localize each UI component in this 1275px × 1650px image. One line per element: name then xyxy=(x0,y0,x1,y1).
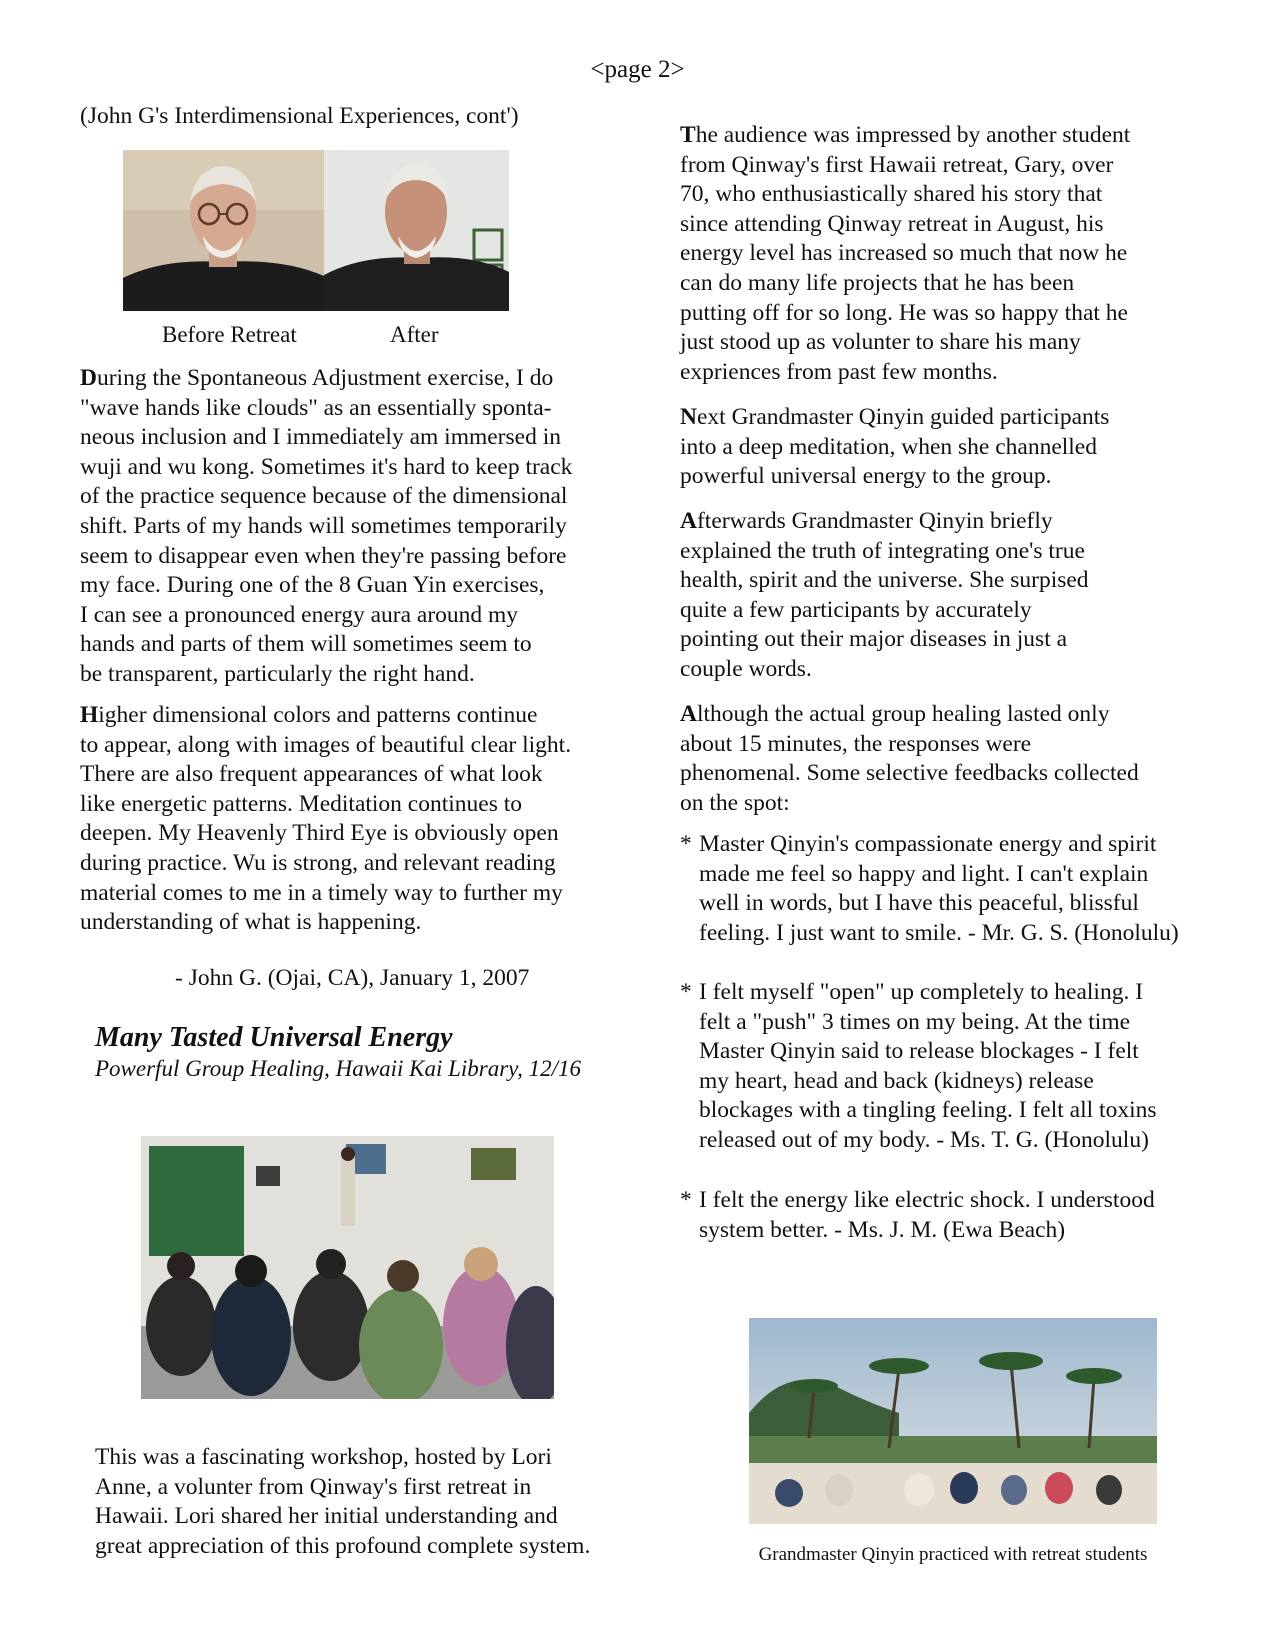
line: well in words, but I have this peaceful, blissful xyxy=(699,890,1139,917)
after-retreat-photo xyxy=(324,150,509,311)
line: just stood up as volunter to share his many xyxy=(680,329,1081,356)
line: I felt the energy like electric shock. I understood xyxy=(699,1187,1155,1213)
line: like energetic patterns. Meditation continues to xyxy=(80,790,523,817)
line: Although the actual group healing lasted only xyxy=(680,701,1110,727)
workshop-paragraph xyxy=(95,1443,655,1561)
line: health, spirit and the universe. She surpised xyxy=(680,567,1089,594)
line: hands and parts of them will sometimes seem to xyxy=(80,631,532,658)
line: my face. During one of the 8 Guan Yin exercises, xyxy=(80,572,545,599)
line: couple words. xyxy=(680,655,812,682)
line: made me feel so happy and light. I can't explain xyxy=(699,860,1149,887)
line: material comes to me in a timely way to further my xyxy=(80,879,563,906)
line: wuji and wu kong. Sometimes it's hard to keep track xyxy=(80,453,573,480)
john-paragraph-1 xyxy=(80,364,640,690)
drop-initial: A xyxy=(680,701,697,727)
page-number: <page 2> xyxy=(590,56,685,83)
gary-paragraph xyxy=(680,121,1240,387)
before-retreat-photo xyxy=(123,150,324,311)
line: expriences from past few months. xyxy=(680,358,998,385)
line: Anne, a volunter from Qinway's first retreat in xyxy=(95,1473,532,1500)
article-title: Many Tasted Universal Energy xyxy=(95,1022,453,1053)
line: Master Qinyin's compassionate energy and spirit xyxy=(699,831,1157,857)
line: since attending Qinway retreat in August, his xyxy=(680,210,1104,237)
caption-after: After xyxy=(390,322,439,347)
line: quite a few participants by accurately xyxy=(680,596,1032,623)
drop-initial: D xyxy=(80,365,97,391)
line: During the Spontaneous Adjustment exercise, I do xyxy=(80,365,554,391)
drop-initial: H xyxy=(80,702,99,728)
bullet: * xyxy=(680,1187,692,1213)
line: Next Grandmaster Qinyin guided participants xyxy=(680,404,1110,430)
line: blockages with a tingling feeling. I felt all toxins xyxy=(699,1097,1157,1124)
line: about 15 minutes, the responses were xyxy=(680,730,1032,757)
line: system better. - Ms. J. M. (Ewa Beach) xyxy=(699,1216,1066,1243)
line: released out of my body. - Ms. T. G. (Honolulu) xyxy=(699,1126,1149,1153)
john-paragraph-2 xyxy=(80,701,640,938)
article-subtitle: Powerful Group Healing, Hawaii Kai Library, 12/16 xyxy=(95,1056,582,1081)
line: neous inclusion and I immediately am immersed in xyxy=(80,424,561,451)
beach-practice-photo xyxy=(749,1318,1157,1524)
feedback-item xyxy=(680,830,1260,948)
feedback-item xyxy=(680,1186,1260,1245)
line: pointing out their major diseases in just a xyxy=(680,626,1068,653)
line: into a deep meditation, when she channelled xyxy=(680,433,1097,460)
line: phenomenal. Some selective feedbacks collected xyxy=(680,760,1139,787)
line: Hawaii. Lori shared her initial understanding and xyxy=(95,1503,558,1530)
line: explained the truth of integrating one's true xyxy=(680,537,1085,564)
line: putting off for so long. He was so happy that he xyxy=(680,299,1128,326)
line: deepen. My Heavenly Third Eye is obviously open xyxy=(80,820,559,847)
group-healing-photo xyxy=(141,1136,554,1399)
line: of the practice sequence because of the dimensional xyxy=(80,483,568,510)
bullet: * xyxy=(680,979,692,1005)
line: There are also frequent appearances of what look xyxy=(80,761,543,788)
beach-photo-caption: Grandmaster Qinyin practiced with retreat students xyxy=(758,1544,1148,1565)
drop-initial: T xyxy=(680,122,696,148)
line: to appear, along with images of beautiful clear light. xyxy=(80,731,572,758)
line: from Qinway's first Hawaii retreat, Gary, over xyxy=(680,151,1114,178)
caption-before: Before Retreat xyxy=(162,322,297,347)
line: This was a fascinating workshop, hosted by Lori xyxy=(95,1444,552,1470)
line: Master Qinyin said to release blockages - I felt xyxy=(699,1038,1139,1065)
bullet: * xyxy=(680,831,692,857)
line: 70, who enthusiastically shared his story that xyxy=(680,181,1103,208)
line: energy level has increased so much that now he xyxy=(680,240,1128,267)
line: shift. Parts of my hands will sometimes temporarily xyxy=(80,512,567,539)
drop-initial: N xyxy=(680,404,697,430)
line: understanding of what is happening. xyxy=(80,909,422,936)
drop-initial: A xyxy=(680,508,697,534)
line: I felt myself "open" up completely to healing. I xyxy=(699,979,1144,1005)
line: be transparent, particularly the right hand. xyxy=(80,660,475,687)
line: felt a "push" 3 times on my being. At the time xyxy=(699,1008,1131,1035)
line: "wave hands like clouds" as an essentially sponta- xyxy=(80,394,552,421)
line: The audience was impressed by another student xyxy=(680,122,1131,148)
meditation-paragraph xyxy=(680,403,1240,492)
line: Higher dimensional colors and patterns continue xyxy=(80,702,538,728)
line: powerful universal energy to the group. xyxy=(680,463,1052,490)
line: on the spot: xyxy=(680,789,790,816)
line: seem to disappear even when they're passing before xyxy=(80,542,567,569)
feedback-item xyxy=(680,978,1260,1156)
signature: - John G. (Ojai, CA), January 1, 2007 xyxy=(175,965,530,991)
afterwards-paragraph xyxy=(680,507,1240,685)
line: great appreciation of this profound complete system. xyxy=(95,1532,591,1559)
continued-header: (John G's Interdimensional Experiences, cont') xyxy=(80,103,519,129)
line: feeling. I just want to smile. - Mr. G. S. (Honolulu) xyxy=(699,919,1179,946)
line: during practice. Wu is strong, and relevant reading xyxy=(80,849,556,876)
line: Afterwards Grandmaster Qinyin briefly xyxy=(680,508,1053,534)
although-paragraph xyxy=(680,700,1240,818)
line: can do many life projects that he has been xyxy=(680,269,1075,296)
line: my heart, head and back (kidneys) release xyxy=(699,1067,1094,1094)
line: I can see a pronounced energy aura around my xyxy=(80,601,519,628)
